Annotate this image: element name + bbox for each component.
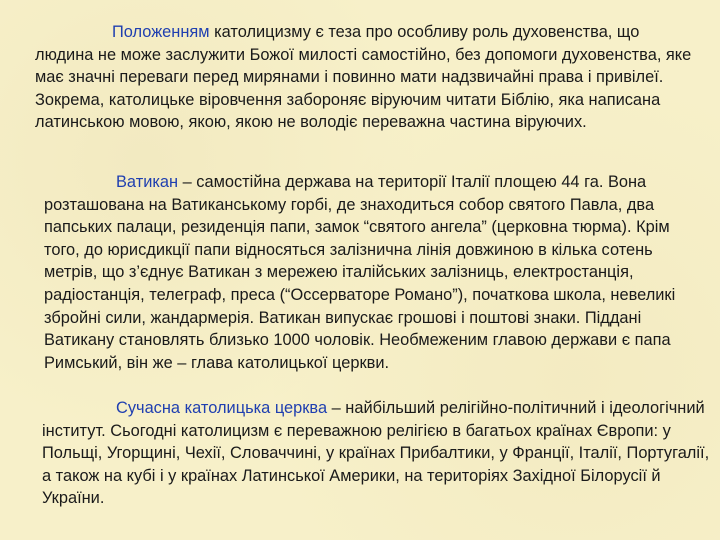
paragraph-body: – найбільший релігійно-політичний і ідеологічний інститут. Сьогодні католицизм є переважною релігією в багатьох країнах Європи: у Польщі, Угорщині, Чехії, Словаччині, у країнах Прибалтики, у Франції, Італії, Португалії, а також на кубі і у країнах Латинської Америки, на територіях Західної Білорусії й України.: [42, 399, 710, 508]
term-suchasna-tserkva: Сучасна католицька церква: [116, 399, 328, 417]
paragraph-catholic-doctrine: [35, 21, 699, 134]
paragraph-modern-church: [42, 397, 710, 510]
term-polozhennyam: Положенням: [112, 23, 210, 41]
term-vatykan: Ватикан: [116, 173, 179, 191]
paragraph-body: – самостійна держава на території Італії площею 44 га. Вона розташована на Ватиканському горбі, де знаходиться собор святого Павла, два папських палаци, резиденція папи, замок “святого ангела” (церковна тюрма). Крім того, до юрисдикції папи відносяться залізнична лінія довжиною в кілька сотень метрів, що з’єднує Ватикан з мережею італійських залізниць, електростанція, радіостанція, телеграф, преса (“Оссерваторе Романо”), початкова школа, невеликі збройні сили, жандармерія. Ватикан випускає грошові і поштові знаки. Піддані Ватикану становлять близько 1000 чоловік. Необмеженим главою держави є папа Римський, він же – глава католицької церкви.: [44, 173, 676, 372]
paragraph-vatican: [44, 171, 704, 374]
paragraph-body: католицизму є теза про особливу роль духовенства, що людина не може заслужити Божої милості самостійно, без допомоги духовенства, яке має значні переваги перед мирянами і повинно мати надзвичайні права і привілеї. Зокрема, католицьке віровчення забороняє віруючим читати Біблію, яка написана латинською мовою, якою, якою не володіє переважна частина віруючих.: [35, 23, 692, 132]
